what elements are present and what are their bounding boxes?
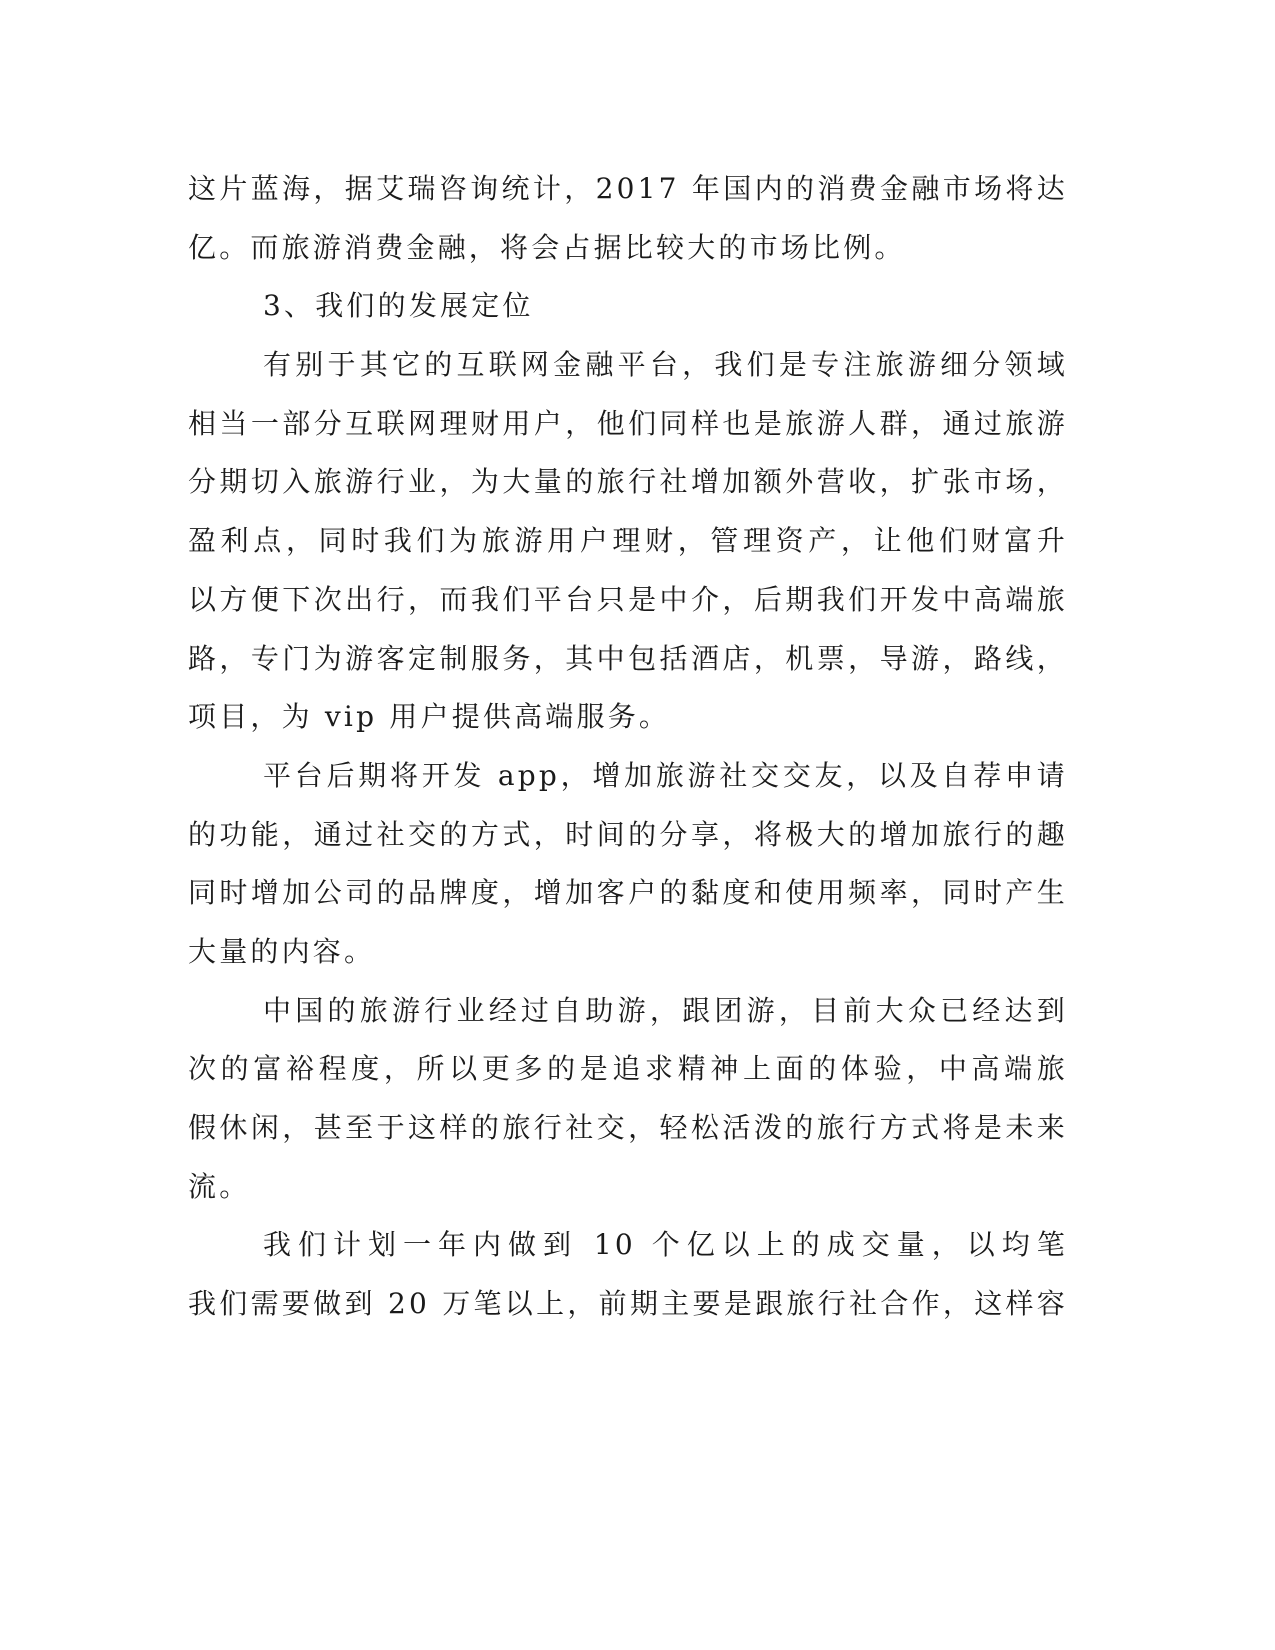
text-line: 次的富裕程度，所以更多的是追求精神上面的体验，中高端旅 bbox=[188, 1052, 1068, 1086]
text-line: 盈利点，同时我们为旅游用户理财，管理资产，让他们财富升 bbox=[188, 524, 1068, 558]
text-line: 同时增加公司的品牌度，增加客户的黏度和使用频率，同时产生 bbox=[188, 876, 1068, 910]
text-line: 分期切入旅游行业，为大量的旅行社增加额外营收，扩张市场， bbox=[188, 465, 1068, 499]
body-text bbox=[188, 160, 1068, 1334]
text-line: 的功能，通过社交的方式，时间的分享，将极大的增加旅行的趣 bbox=[188, 817, 1068, 851]
text-line: 路，专门为游客定制服务，其中包括酒店，机票，导游，路线， bbox=[188, 641, 1068, 675]
text-line: 有别于其它的互联网金融平台，我们是专注旅游细分领域 bbox=[263, 348, 1068, 382]
section-heading: 3、我们的发展定位 bbox=[263, 289, 534, 323]
text-line: 中国的旅游行业经过自助游，跟团游，目前大众已经达到 bbox=[263, 993, 1068, 1027]
text-line: 这片蓝海，据艾瑞咨询统计，2017 年国内的消费金融市场将达 bbox=[188, 172, 1068, 205]
text-line: 以方便下次出行，而我们平台只是中介，后期我们开发中高端旅 bbox=[188, 582, 1068, 616]
text-line: 亿。而旅游消费金融，将会占据比较大的市场比例。 bbox=[188, 230, 906, 264]
text-line: 项目，为 vip 用户提供高端服务。 bbox=[188, 700, 671, 734]
text-line: 我们需要做到 20 万笔以上，前期主要是跟旅行社合作，这样容 bbox=[188, 1287, 1068, 1321]
text-line: 我们计划一年内做到 10 个亿以上的成交量，以均笔 bbox=[263, 1228, 1068, 1262]
text-line: 平台后期将开发 app，增加旅游社交交友，以及自荐申请 bbox=[263, 758, 1068, 792]
text-line: 相当一部分互联网理财用户，他们同样也是旅游人群，通过旅游 bbox=[188, 406, 1068, 440]
text-line: 大量的内容。 bbox=[188, 934, 376, 968]
text-line: 假休闲，甚至于这样的旅行社交，轻松活泼的旅行方式将是未来 bbox=[188, 1111, 1068, 1144]
text-line: 流。 bbox=[188, 1169, 251, 1203]
